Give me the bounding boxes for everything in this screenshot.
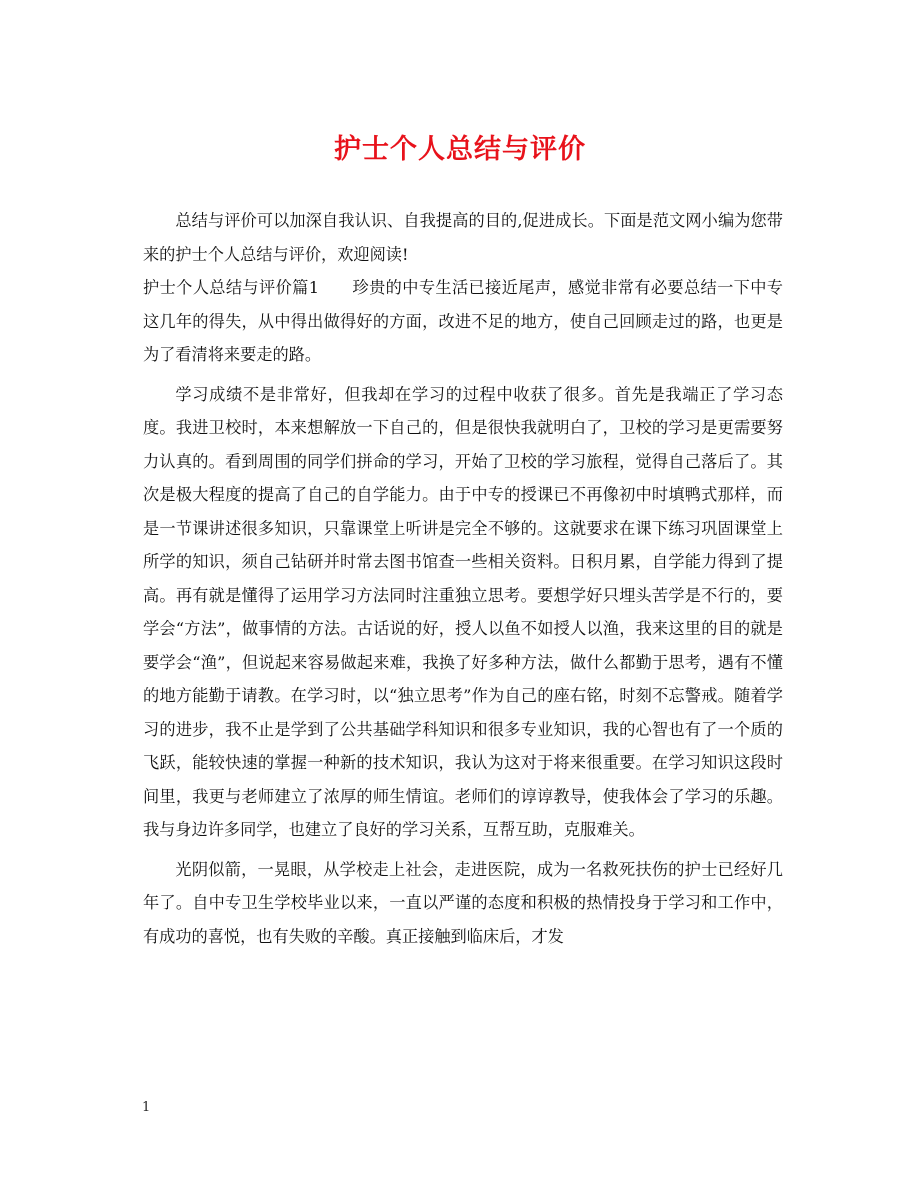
document-body bbox=[143, 204, 783, 953]
page-number: 1 bbox=[142, 1100, 151, 1115]
intro-paragraph: 总结与评价可以加深自我认识、自我提高的目的,促进成长。下面是范文网小编为您带来的护士个人总结与评价，欢迎阅读! bbox=[143, 211, 783, 264]
section-heading-paragraph: 护士个人总结与评价篇1 珍贵的中专生活已接近尾声，感觉非常有必要总结一下中专这几年的得失，从中得出做得好的方面，改进不足的地方，使自己回顾走过的路，也更是为了看清将来要走的路。 bbox=[143, 278, 783, 364]
document-title: 护士个人总结与评价 bbox=[334, 134, 586, 165]
study-paragraph: 学习成绩不是非常好，但我却在学习的过程中收获了很多。首先是我端正了学习态度。我进卫校时，本来想解放一下自己的，但是很快我就明白了，卫校的学习是更需要努力认真的。看到周围的同学们拼命的学习，开始了卫校的学习旅程，觉得自己落后了。其次是极大程度的提高了自己的自学能力。由于中专的授课已不再像初中时填鸭式那样，而是一节课讲述很多知识，只靠课堂上听讲是完全不够的。这就要求在课下练习巩固课堂上所学的知识，须自己钻研并时常去图书馆查一些相关资料。日积月累，自学能力得到了提高。再有就是懂得了运用学习方法同时注重独立思考。要想学好只埋头苦学是不行的，要学会“方法”，做事情的方法。古话说的好，授人以鱼不如授人以渔，我来这里的目的就是要学会“渔”，但说起来容易做起来难，我换了好多种方法，做什么都勤于思考，遇有不懂的地方能勤于请教。在学习时，以“独立思考”作为自己的座右铭，时刻不忘警戒。随着学习的进步，我不止是学到了公共基础学科知识和很多专业知识，我的心智也有了一个质的飞跃，能较快速的掌握一种新的技术知识，我认为这对于将来很重要。在学习知识这段时间里，我更与老师建立了浓厚的师生情谊。老师们的谆谆教导，使我体会了学习的乐趣。我与身边许多同学，也建立了良好的学习关系，互帮互助，克服难关。 bbox=[143, 384, 783, 839]
work-paragraph: 光阴似箭，一晃眼，从学校走上社会，走进医院，成为一名救死扶伤的护士已经好几年了。自中专卫生学校毕业以来，一直以严谨的态度和积极的热情投身于学习和工作中，有成功的喜悦，也有失败的辛酸。真正接触到临床后，才发 bbox=[143, 859, 783, 946]
